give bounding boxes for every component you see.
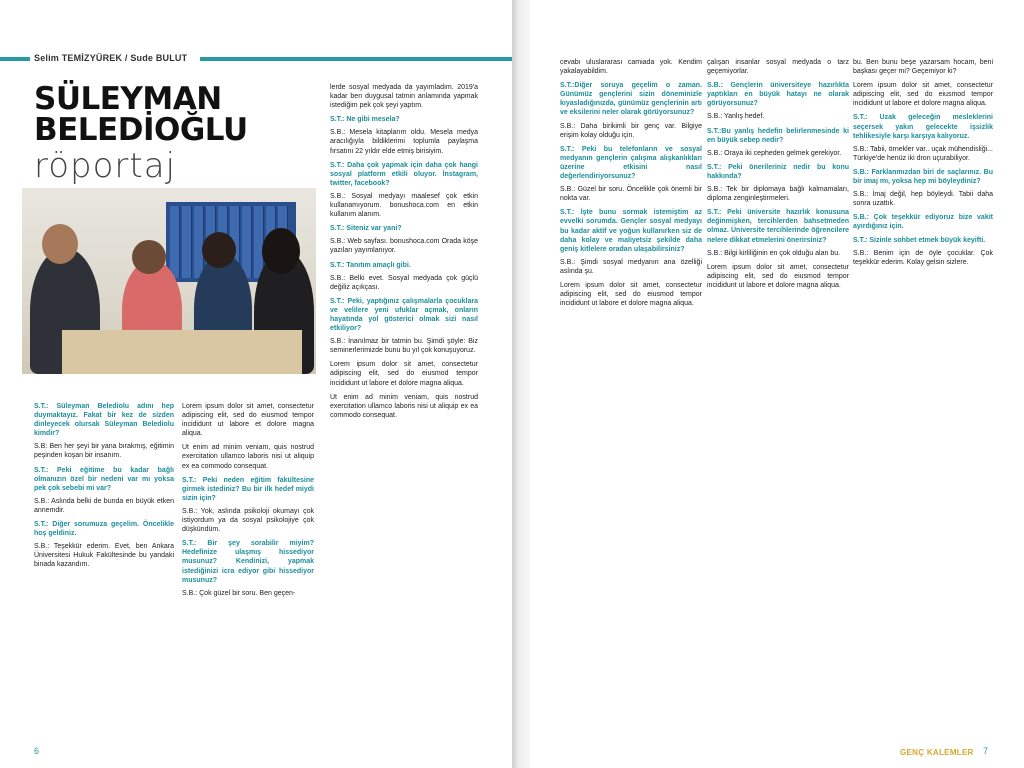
interview-answer: S.B: Ben her şeyi bir yana bırakmış, eğitimin peşinden koşan bir insanım. — [34, 443, 174, 460]
person-head — [262, 228, 300, 274]
interview-answer: S.B.: Bilgi kirliliğinin en çok olduğu alan bu. — [707, 249, 841, 257]
byline: Selim TEMİZYÜREK / Sude BULUT — [34, 53, 188, 63]
interview-answer: Lorem ipsum dolor sit amet, consectetur adipiscing elit, sed do eiusmod tempor incididunt ut labore et dolore magna aliqua. — [560, 281, 702, 308]
article-title — [34, 81, 284, 186]
interview-question: S.T.: Süleyman Belediolu adını hep duymaktayız. Fakat bir kez de sizden dinleyecek olursak Süleyman Belediolu kimdir? — [34, 403, 174, 438]
interview-answer: Lorem ipsum dolor sit amet, consectetur adipiscing elit, sed do eiusmod tempor incididunt ut labore et dolore magna aliqua. — [330, 361, 478, 387]
interview-answer: cevabı uluslararası camiada yok. Kendim yakalayabildim. — [560, 59, 702, 76]
interview-question: S.T.: Uzak geleceğin mesleklerini seçersek yakın gelecekte işsizlik tehlikesiyle karşı karşıya kalıyoruz. — [853, 114, 993, 140]
text-column-2 — [182, 402, 314, 742]
table — [62, 330, 302, 374]
interview-answer: S.B.: Belki evet. Sosyal medyada çok güçlü değiliz açıkçası. — [330, 274, 478, 291]
title-line-2: BELEDİOĞLU — [34, 112, 248, 148]
interview-answer: S.B.: Daha birikimli bir genç var. Bilgiye erişim kolay olduğu için. — [560, 122, 702, 139]
page-gutter — [512, 0, 530, 768]
interview-question: S.T.: Siteniz var yani? — [330, 225, 402, 233]
interview-question: S.T.: Peki, yaptığınız çalışmalarla çocuklara ve velilere yeni ufuklar açmak, onların hayatında yol gösterici olmak sizi nasıl etkiliyor? — [330, 297, 478, 333]
interview-question: S.T.: Peki önerileriniz nedir bu konu hakkında? — [707, 163, 849, 180]
interview-answer: Lorem ipsum dolor sit amet, consectetur adipiscing elit, sed do eiusmod tempor incididunt ut labore et dolore magna aliqua. — [707, 263, 849, 289]
text-column-3 — [330, 83, 478, 743]
interview-question: S.T.:Bu yanlış hedefin belirlenmesinde ki en büyük sebep nedir? — [707, 127, 849, 144]
interview-answer: S.B.: Tabii, örnekler var.. uçak mühendisliği... Türkiye'de henüz iki dron uçurabiliyor. — [853, 145, 993, 162]
interview-question: S.T.: Daha çok yapmak için daha çok hangi sosyal platform etkili oluyor. İnstagram, twitter, facebook? — [330, 161, 478, 187]
interview-question: S.B.: Farklanmızdan biri de saçlarınız. Bu bir imaj mı, yoksa hep mi böyleydiniz? — [853, 168, 993, 186]
interview-question: S.B.: Çok teşekkür ediyoruz bize vakit ayırdığınız için. — [853, 214, 993, 231]
interview-question: S.T.: İşte bunu sormak istemiştim az evvelki sorumda. Gençler sosyal medyayı bu kadar aktif ve yoğun kullanırken siz de daha kolay ve maliyetsiz şekilde daha geniş kitlelere oradan ulaşabilirsiniz? — [560, 209, 702, 253]
interview-question: S.T.: Peki eğitime bu kadar bağlı olmanızın özel bir nedeni var mı yoksa pek çok sebebi mi var? — [34, 466, 174, 492]
interview-answer: Ut enim ad minim veniam, quis nostrud exercitation ullamco laboris nisi ut aliquip ex ea commodo consequat. — [330, 393, 478, 419]
interview-answer: S.B.: İmaj değil, hep böyleydi. Tabii daha sonra uzattık. — [853, 191, 993, 208]
interview-question: S.T.: Tanıtım amaçlı gibi. — [330, 261, 411, 269]
interview-answer: S.B.: Yanlış hedef. — [707, 113, 765, 121]
header-accent-bar — [200, 57, 512, 61]
interview-answer: S.B.: Tek bir diplomaya bağlı kalmamaları, diploma zenginleştirmeleri. — [707, 186, 849, 203]
interview-answer: S.B.: Oraya iki cepheden gelmek gerekiyor. — [707, 149, 842, 157]
interview-answer: S.B.: Yok, aslında psikoloji okumayı çok istiyordum ya da sosyal psikolojiye çok düşkündüm. — [182, 507, 314, 534]
interview-answer: S.B.: Teşekkür ederim. Evet, ben Ankara Üniversitesi Hukuk Fakültesinde bu yandaki binada kazandım. — [34, 543, 174, 569]
interview-question: S.T.: Peki bu telefonların ve sosyal medyanın gençlerin çalışma alışkanlıkları üzerine etkisini nasıl değerlendiriyorsunuz? — [560, 145, 702, 181]
interview-answer: Lorem ipsum dolor sit amet, consectetur adipiscing elit, sed do eiusmod tempor incididunt ut labore et dolore magna aliqua. — [853, 82, 993, 108]
interview-answer: Lorem ipsum dolor sit amet, consectetur adipiscing elit, sed do eiusmod tempor incididunt ut labore et dolore magna aliqua. — [182, 403, 314, 438]
interview-question: S.T.: Ne gibi mesela? — [330, 116, 400, 124]
interview-question: S.T.:Diğer soruya geçelim o zaman. Günümüz gençlerini sizin döneminizle kıyasladığınızda, günümüz gençlerinin artı ve eksilerini neler olarak görüyorsunuz? — [560, 82, 702, 117]
interview-answer: bu. Ben bunu beşe yazarsam hocam, beni başkası geçer mi? Geçemiyor ki? — [853, 59, 993, 76]
person-head — [202, 232, 236, 268]
interview-answer: Ut enim ad minim veniam, quis nostrud exercitation ullamco laboris nisi ut aliquip ex ea commodo consequat. — [182, 444, 314, 470]
interview-question: S.T.: Peki üniversite hazırlık konusuna değinmişken, tercihlerden bahsetmeden olmaz. Üniversite tercihlerinde öğrencilere nelere dikkat etmelerini önerirsiniz? — [707, 209, 849, 244]
interview-answer: S.B.: Sosyal medyayı maalesef çok etkin kullanamıyorum. bonushoca.com en etkin kullanım alanım. — [330, 192, 478, 219]
interview-question: S.T.: Sizinle sohbet etmek büyük keyifti. — [853, 236, 986, 244]
interview-question: S.B.: Gençlerin üniversiteye hazırlıkta yaptıkları en büyük hatayı ne olarak görüyorsunuz? — [707, 82, 849, 108]
interview-answer: çalışan insanlar sosyal medyada o tarz geçemiyorlar. — [707, 59, 849, 76]
interview-question: S.T.: Diğer sorumuza geçelim. Öncelikle hoş geldiniz. — [34, 521, 174, 538]
interview-answer: S.B.: İnanılmaz bir tatmin bu. Şimdi şöyle: Biz seminerlerimizde bunu bu yıl çok konuşuyoruz. — [330, 338, 478, 355]
page-number-right: 7 — [982, 746, 988, 756]
header-accent-bar — [0, 57, 30, 61]
interview-photo — [22, 188, 316, 374]
interview-answer: S.B.: Aslında belki de bunda en büyük etken annemdir. — [34, 497, 174, 514]
interview-answer: S.B.: Benim için de öyle çocuklar. Çok teşekkür ederim. Kolay gelsin sizlere. — [853, 249, 993, 266]
interview-answer: S.B.: Güzel bir soru. Öncelikle çok önemli bir nokta var. — [560, 186, 702, 203]
interview-answer: S.B.: Şimdi sosyal medyanın ana özelliği aslında şu. — [560, 258, 702, 275]
interview-answer: S.B.: Çok güzel bir soru. Ben geçen- — [182, 589, 296, 597]
person-head — [42, 224, 78, 264]
text-column-5 — [707, 58, 849, 748]
interview-question: S.T.: Bir şey sorabilir miyim? Hedefinize ulaşmış hissediyor musunuz? Kendinizi, yapmak istediğinizi icra ediyor gibi hissediyor musunuz? — [182, 540, 314, 584]
title-subtitle: röportaj — [34, 146, 177, 186]
text-column-6 — [853, 58, 993, 748]
magazine-logo: GENÇ KALEMLER — [900, 748, 974, 757]
text-column-4 — [560, 58, 702, 748]
text-column-1 — [34, 402, 174, 742]
interview-answer: S.B.: Web sayfası. bonushoca.com Orada köşe yazıları yayımlanıyor. — [330, 238, 478, 255]
interview-answer: S.B.: Mesela kitaplarım oldu. Mesela medya aracılığıyla bildiklerimi toplumla paylaşma fırsatını 22 yıldır elde etmiş birisiyim. — [330, 129, 478, 155]
page-number-left: 6 — [34, 746, 40, 756]
title-line-1: SÜLEYMAN — [34, 81, 222, 117]
person-head — [132, 240, 166, 274]
interview-question: S.T.: Peki neden eğitim fakültesine girmek istediniz? Bu bir ilk hedef miydi sizin için? — [182, 476, 314, 502]
interview-answer: lerde sosyal medyada da yayımladım. 2019'a kadar ben duygusal tatmin anlamında yapmak istediğim pek çok şeyi yaptım. — [330, 84, 478, 110]
